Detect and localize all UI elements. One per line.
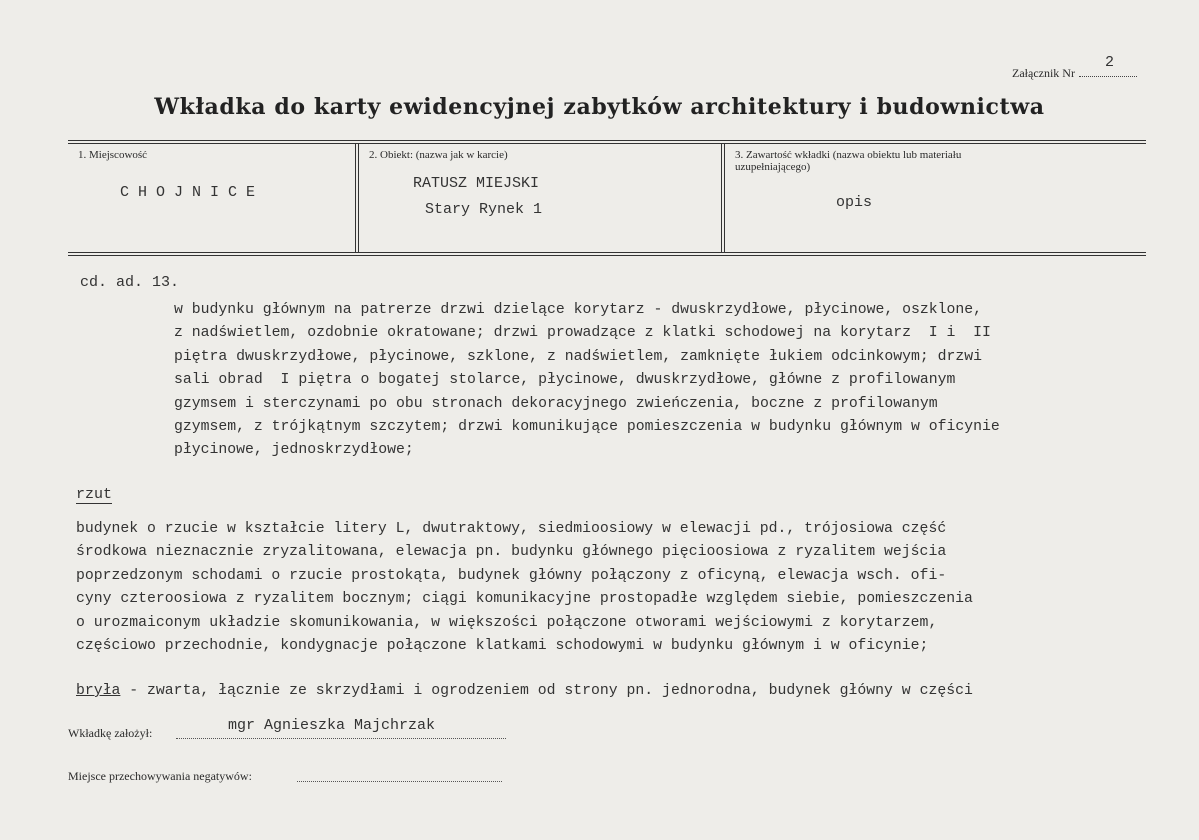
continuation-label: cd. ad. 13. <box>80 274 180 291</box>
text-line: gzymsem i sterczynami po obu stronach dekoracyjnego zwieńczenia, boczne z profilowanym <box>174 395 938 412</box>
bryla-label: bryła <box>76 683 121 699</box>
object-label: 2. Obiekt: (nazwa jak w karcie) <box>369 149 508 161</box>
author-dotted-line <box>176 737 506 739</box>
text-line: gzymsem, z trójkątnym szczytem; drzwi komunikujące pomieszczenia w budynku głównym w oficynie <box>174 419 1000 436</box>
text-line: w budynku głównym na patrerze drzwi dzielące korytarz - dwuskrzydłowe, płycinowe, oszklone, <box>174 302 983 318</box>
bryla-text: - zwarta, łącznie ze skrzydłami i ogrodzeniem od strony pn. jednorodna, budynek główny w części <box>120 683 973 699</box>
annex-number <box>1012 54 1137 81</box>
annex-dotted-line <box>1079 54 1137 77</box>
text-line: poprzedzonym schodami o rzucie prostokąta, budynek główny połączony z oficyną, elewacja wsch. ofi- <box>76 567 947 584</box>
text-line: piętra dwuskrzydłowe, płycinowe, szklone, z nadświetlem, zamknięte łukiem odcinkowym; drzwi <box>174 348 983 365</box>
text-line: cyny czteroosiowa z ryzalitem bocznym; ciągi komunikacyjne prostopadłe względem siebie, pomieszczenia <box>76 591 973 608</box>
text-line: o urozmaiconym układzie skomunikowania, w większości połączone otworami wejściowymi z korytarzem, <box>76 614 938 631</box>
negatives-dotted-line <box>297 780 502 782</box>
locality-value: CHOJNICE <box>120 184 265 201</box>
annex-number-value: 2 <box>1104 54 1114 71</box>
paragraph-massing <box>76 680 973 703</box>
negatives-label: Miejsce przechowywania negatywów: <box>68 769 252 783</box>
text-line: budynek o rzucie w kształcie litery L, dwutraktowy, siedmioosiowy w elewacji pd., trójosiowa część <box>76 521 947 537</box>
text-line: z nadświetlem, ozdobnie okratowane; drzwi prowadzące z klatki schodowej na korytarz I i II <box>174 325 991 342</box>
object-address: Stary Rynek 1 <box>425 201 543 218</box>
locality-label: 1. Miejscowość <box>78 149 148 161</box>
paragraph-doors <box>174 299 1000 463</box>
text-line: środkowa nieznacznie zryzalitowana, elewacja pn. budynku głównego pięcioosiowa z ryzalitem wejścia <box>76 544 947 561</box>
author-label: Wkładkę założył: <box>68 726 153 740</box>
section-heading-rzut <box>76 483 112 506</box>
object-cell <box>355 144 721 252</box>
content-value: opis <box>836 194 873 211</box>
header-fields-box <box>68 140 1146 256</box>
text-line: sali obrad I piętra o bogatej stolarce, płycinowe, dwuskrzydłowe, główne z profilowanym <box>174 372 956 389</box>
author-value: mgr Agnieszka Majchrzak <box>228 717 436 734</box>
annex-label: Załącznik Nr <box>1012 66 1075 80</box>
locality-cell <box>68 144 355 252</box>
paragraph-plan <box>76 518 973 658</box>
content-label: 3. Zawartość wkładki (nazwa obiektu lub materiału uzupełniającego) <box>735 149 962 173</box>
form-title: Wkładka do karty ewidencyjnej zabytków architektury i budownictwa <box>154 94 1045 120</box>
text-line: płycinowe, jednoskrzydłowe; <box>174 442 414 459</box>
object-name: RATUSZ MIEJSKI <box>413 175 540 192</box>
text-line: częściowo przechodnie, kondygnacje połączone klatkami schodowymi w budynku głównym i w oficynie; <box>76 638 929 655</box>
rzut-label: rzut <box>76 486 113 503</box>
content-cell <box>721 144 1146 252</box>
